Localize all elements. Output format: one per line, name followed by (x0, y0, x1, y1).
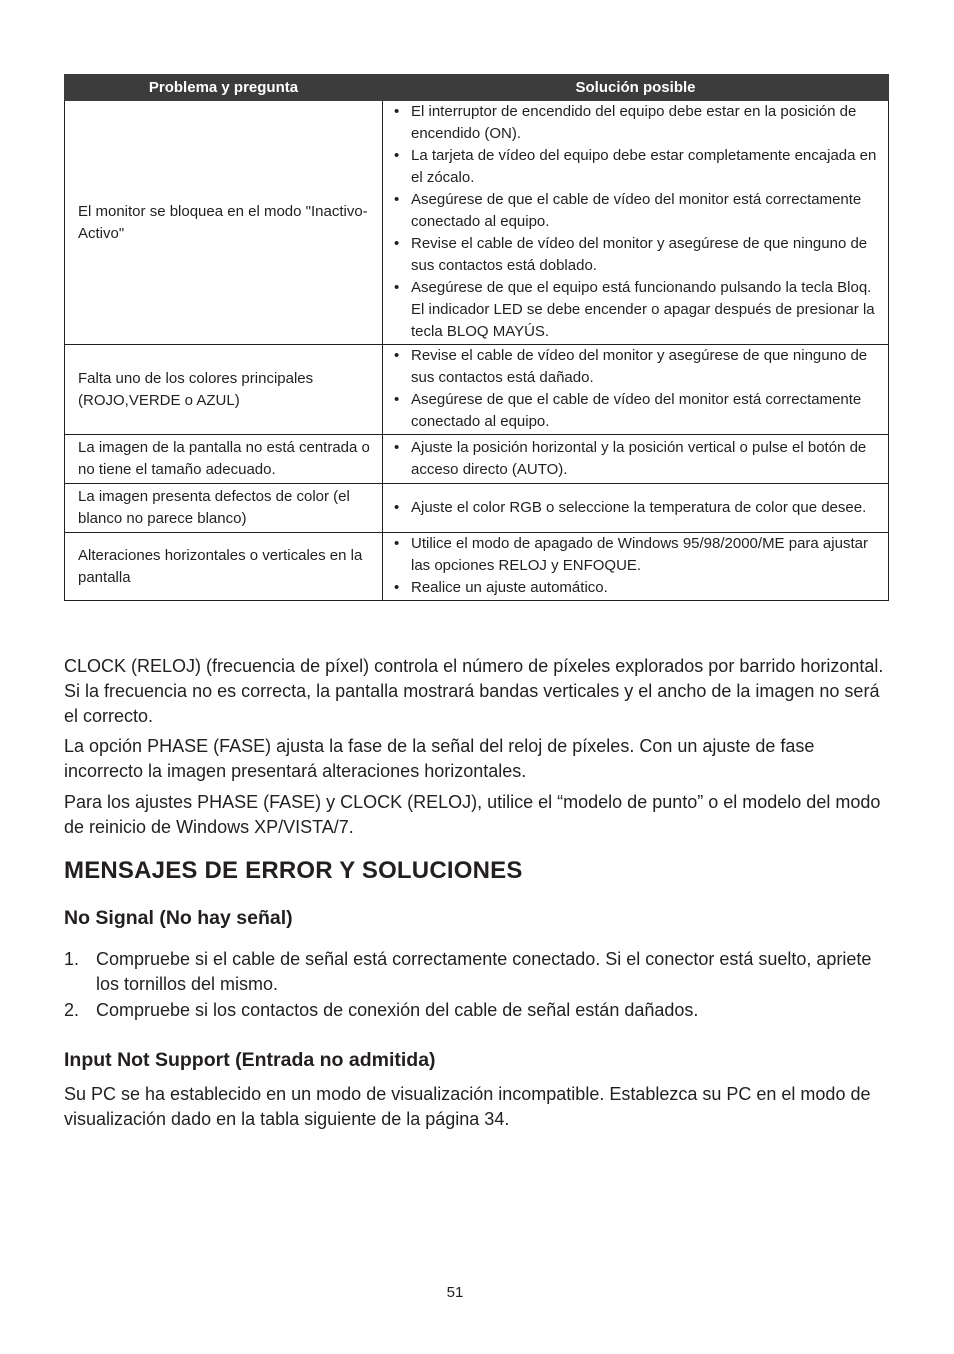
problem-cell: El monitor se bloquea en el modo "Inactivo-Activo" (65, 101, 383, 345)
list-item (64, 947, 890, 997)
bullet-icon: • (394, 579, 400, 596)
solution-text: El interruptor de encendido del equipo debe estar en la posición de encendido (ON). (411, 103, 857, 142)
solution-list (391, 497, 880, 519)
solution-list (391, 101, 880, 343)
bullet-icon: • (394, 147, 400, 164)
solution-text: Ajuste el color RGB o seleccione la temperatura de color que desee. (411, 498, 867, 516)
solution-list (391, 533, 880, 599)
solution-item (391, 533, 880, 577)
bullet-icon: • (394, 103, 400, 120)
step-number: 2. (64, 1000, 80, 1020)
solution-item (391, 345, 880, 389)
clock-paragraph: CLOCK (RELOJ) (frecuencia de píxel) controla el número de píxeles explorados por barrido horizontal. Si la frecuencia no es correcta, la pantalla mostrará bandas verticales y el ancho de la imagen no será el correcto. (64, 656, 884, 726)
table-row (65, 101, 889, 345)
table-row (65, 533, 889, 601)
bullet-icon: • (394, 191, 400, 208)
solution-text: Utilice el modo de apagado de Windows 95/98/2000/ME para ajustar las opciones RELOJ y ENFOQUE. (411, 535, 868, 574)
solution-text: Asegúrese de que el cable de vídeo del monitor está correctamente conectado al equipo. (411, 191, 862, 230)
solution-cell (383, 435, 889, 484)
troubleshooting-table (64, 74, 889, 601)
input-not-support-text: Su PC se ha establecido en un modo de visualización incompatible. Establezca su PC en el modo de visualización dado en la tabla siguiente de la página 34. (64, 1084, 871, 1129)
no-signal-heading: No Signal (No hay señal) (64, 907, 293, 929)
bullet-icon: • (394, 391, 400, 408)
solution-cell (383, 101, 889, 345)
solution-item (391, 277, 880, 343)
solution-text: Asegúrese de que el equipo está funcionando pulsando la tecla Bloq. El indicador LED se debe encender o apagar después de presionar la tecla BLOQ MAYÚS. (411, 279, 875, 340)
solution-item (391, 189, 880, 233)
solution-text: Revise el cable de vídeo del monitor y asegúrese de que ninguno de sus contactos está doblado. (411, 235, 868, 274)
bullet-icon: • (394, 535, 400, 552)
solution-item (391, 437, 880, 481)
header-problem: Problema y pregunta (65, 75, 383, 101)
problem-cell: La imagen presenta defectos de color (el blanco no parece blanco) (65, 484, 383, 533)
page-number: 51 (446, 1284, 464, 1301)
step-text: Compruebe si el cable de señal está correctamente conectado. Si el conector está suelto, apriete los tornillos del mismo. (96, 949, 872, 994)
solution-cell (383, 533, 889, 601)
solution-item (391, 497, 880, 519)
solution-text: Realice un ajuste automático. (411, 579, 608, 596)
problem-cell: La imagen de la pantalla no está centrada o no tiene el tamaño adecuado. (65, 435, 383, 484)
table-header-row (65, 75, 889, 101)
problem-cell: Falta uno de los colores principales (ROJO,VERDE o AZUL) (65, 345, 383, 435)
phase-paragraph: La opción PHASE (FASE) ajusta la fase de la señal del reloj de píxeles. Con un ajuste de fase incorrecto la imagen presentará alteraciones horizontales. (64, 736, 815, 781)
list-item (64, 998, 890, 1023)
solution-cell (383, 345, 889, 435)
bullet-icon: • (394, 498, 400, 516)
solution-list (391, 345, 880, 433)
bullet-icon: • (394, 279, 400, 296)
step-number: 1. (64, 949, 80, 969)
bullet-icon: • (394, 347, 400, 364)
section-title: MENSAJES DE ERROR Y SOLUCIONES (64, 857, 523, 884)
bullet-icon: • (394, 438, 400, 456)
step-text: Compruebe si los contactos de conexión del cable de señal están dañados. (96, 1000, 699, 1020)
no-signal-steps (64, 947, 890, 1024)
input-not-support-heading: Input Not Support (Entrada no admitida) (64, 1049, 436, 1071)
header-solution: Solución posible (383, 75, 889, 101)
solution-item (391, 577, 880, 599)
solution-item (391, 389, 880, 433)
solution-text: La tarjeta de vídeo del equipo debe estar completamente encajada en el zócalo. (411, 147, 877, 186)
solution-list (391, 437, 880, 481)
pattern-paragraph: Para los ajustes PHASE (FASE) y CLOCK (RELOJ), utilice el “modelo de punto” o el modelo del modo de reinicio de Windows XP/VISTA/7. (64, 792, 881, 837)
solution-text: Ajuste la posición horizontal y la posición vertical o pulse el botón de acceso directo (AUTO). (411, 438, 867, 478)
solution-item (391, 233, 880, 277)
solution-text: Revise el cable de vídeo del monitor y asegúrese de que ninguno de sus contactos está dañado. (411, 347, 868, 386)
solution-item (391, 145, 880, 189)
table-row (65, 435, 889, 484)
solution-cell (383, 484, 889, 533)
problem-cell: Alteraciones horizontales o verticales en la pantalla (65, 533, 383, 601)
table-row (65, 484, 889, 533)
table-row (65, 345, 889, 435)
bullet-icon: • (394, 235, 400, 252)
solution-item (391, 101, 880, 145)
solution-text: Asegúrese de que el cable de vídeo del monitor está correctamente conectado al equipo. (411, 391, 862, 430)
